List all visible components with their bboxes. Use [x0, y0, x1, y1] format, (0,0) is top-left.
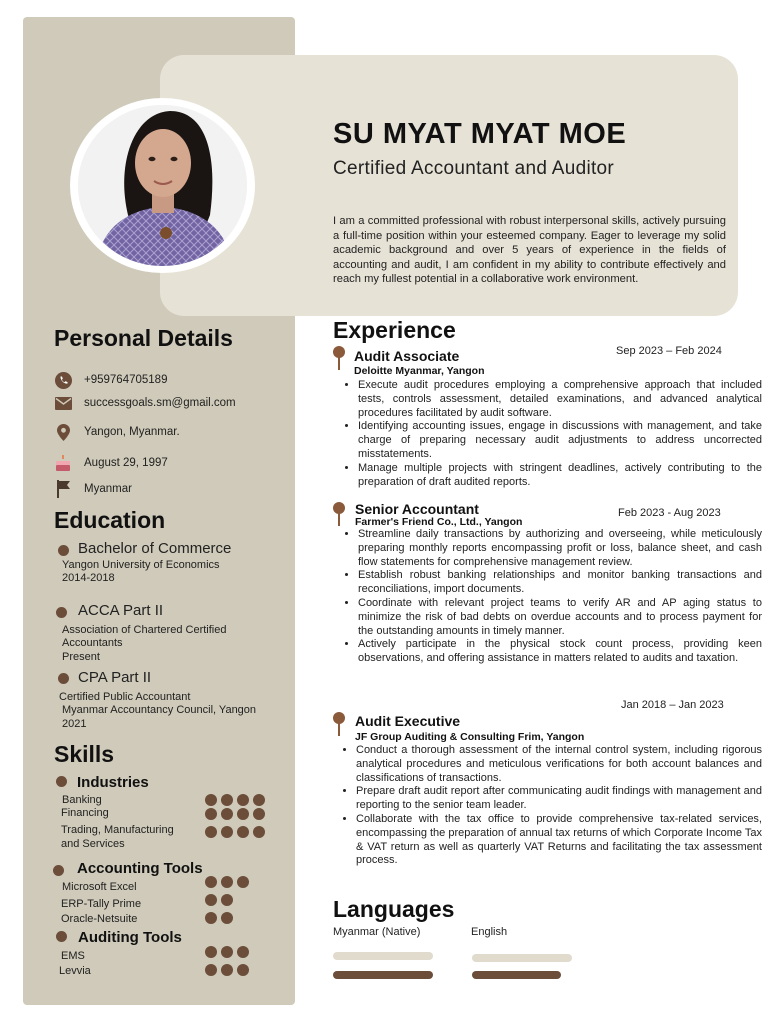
- language-bar-track: [472, 954, 572, 962]
- skill-group-title: Accounting Tools: [77, 860, 203, 877]
- skill-rating: [205, 794, 265, 806]
- job-title: Audit Associate: [354, 348, 460, 364]
- rating-dot: [221, 808, 233, 820]
- skill-item: Levvia: [59, 965, 91, 977]
- responsibility-item: • Collaborate with the tax office to provide comprehensive tax-related services, encompassing the preparation of annual tax returns of which Corporate Income Tax & VAT return as well as quarterly VAT Returns and facilitating the tax assessment process.: [356, 813, 762, 868]
- job-company: Deloitte Myanmar, Yangon: [354, 365, 485, 377]
- phone-row: [54, 371, 167, 389]
- timeline-stem: [338, 356, 340, 370]
- phone-icon: [54, 371, 72, 389]
- skill-item: Microsoft Excel: [62, 881, 137, 893]
- skill-rating: [205, 912, 233, 924]
- email-icon: [54, 394, 72, 412]
- education-title: Bachelor of Commerce: [78, 540, 232, 557]
- responsibility-item: • Actively participate in the physical stock count process, providing keen observations, and offering assistance in matters related to audits and taxation.: [358, 638, 762, 666]
- skill-rating: [205, 946, 249, 958]
- language-bar-track: [333, 952, 433, 960]
- skill-rating: [205, 894, 233, 906]
- skill-group-title: Auditing Tools: [78, 929, 182, 946]
- rating-dot: [205, 808, 217, 820]
- rating-dot: [237, 794, 249, 806]
- education-line: 2014-2018: [62, 572, 115, 584]
- job-dates: Feb 2023 - Aug 2023: [618, 507, 721, 519]
- experience-heading: Experience: [333, 317, 456, 343]
- nationality: Myanmar: [84, 483, 132, 495]
- timeline-stem: [338, 512, 340, 526]
- skill-item: Banking: [62, 794, 102, 806]
- birthday-row: [54, 454, 168, 472]
- skill-rating: [205, 964, 249, 976]
- responsibility-item: • Manage multiple projects with stringent deadlines, actively contributing to the preparation of draft audited reports.: [358, 462, 762, 490]
- rating-dot: [253, 808, 265, 820]
- education-line: Certified Public Accountant: [59, 691, 191, 703]
- candidate-title: Certified Accountant and Auditor: [333, 158, 615, 179]
- skill-rating: [205, 826, 265, 838]
- rating-dot: [221, 794, 233, 806]
- education-bullet: [58, 545, 69, 556]
- rating-dot: [237, 964, 249, 976]
- rating-dot: [205, 894, 217, 906]
- job-responsibilities: [336, 528, 762, 666]
- job-company: JF Group Auditing & Consulting Frim, Yangon: [355, 731, 585, 743]
- rating-dot: [221, 964, 233, 976]
- rating-dot: [205, 876, 217, 888]
- language-label: Myanmar (Native): [333, 926, 421, 938]
- education-bullet: [58, 673, 69, 684]
- job-responsibilities: [336, 379, 762, 489]
- skill-group-title: Industries: [77, 774, 149, 791]
- skill-rating: [205, 876, 249, 888]
- job-title: Senior Accountant: [355, 501, 479, 517]
- language-bar-fill: [333, 971, 433, 979]
- rating-dot: [237, 946, 249, 958]
- candidate-name: SU MYAT MYAT MOE: [333, 118, 627, 150]
- rating-dot: [237, 876, 249, 888]
- rating-dot: [253, 826, 265, 838]
- email-row: [54, 394, 236, 412]
- responsibility-item: • Identifying accounting issues, engage in discussions with management, and take charge of preparing necessary audit adjustments to address uncorrected misstatements.: [358, 420, 762, 461]
- responsibility-item: • Execute audit procedures employing a comprehensive approach that included tests, controls assessment, detailed examinations, and advanced analytical procedures facilitated by audit software.: [358, 379, 762, 420]
- nationality-row: [54, 480, 132, 498]
- responsibility-item: • Streamline daily transactions by authorizing and overseeing, while meticulously preparing monthly reports encompassing profit or loss, balance sheet, and cash flow statements for comprehensive management review.: [358, 528, 762, 569]
- responsibility-item: • Conduct a thorough assessment of the internal control system, including rigorous analytical procedures and meticulous verifications for both account balances and classifications of transactions.: [356, 744, 762, 785]
- rating-dot: [237, 808, 249, 820]
- phone-number: +959764705189: [84, 374, 168, 386]
- birthday-cake-icon: [54, 454, 72, 472]
- education-line: Accountants: [62, 637, 123, 649]
- skill-item: Financing: [61, 807, 109, 819]
- profile-summary: I am a committed professional with robust interpersonal skills, actively pursuing a full-time position within your esteemed company. Eager to leverage my solid academic background and over 5 years of experience in the fields of accounting and audit, I am confident in my ability to contribute effectively and reach my fullest potential in a collaborative work environment.: [333, 215, 726, 285]
- rating-dot: [221, 876, 233, 888]
- skill-item: Oracle-Netsuite: [61, 913, 138, 925]
- education-line: Yangon University of Economics: [62, 559, 220, 571]
- skill-group-bullet: [56, 931, 67, 942]
- responsibility-item: • Coordinate with relevant project teams to verify AR and AP aging status to minimize the risk of bad debts on overdue accounts and to process payment for the outstanding amounts in timely manner.: [358, 597, 762, 638]
- education-title: CPA Part II: [78, 669, 152, 686]
- skill-item: ERP-Tally Prime: [61, 898, 142, 910]
- email-address: successgoals.sm@gmail.com: [84, 397, 236, 409]
- rating-dot: [237, 826, 249, 838]
- skills-heading: Skills: [54, 741, 115, 767]
- education-line: 2021: [62, 718, 87, 730]
- skill-item: Trading, Manufacturing: [61, 824, 174, 836]
- rating-dot: [205, 826, 217, 838]
- language-bar-fill: [472, 971, 561, 979]
- rating-dot: [205, 964, 217, 976]
- job-title: Audit Executive: [355, 713, 461, 729]
- location-row: [54, 423, 180, 441]
- job-company: Farmer's Friend Co., Ltd., Yangon: [355, 516, 523, 528]
- flag-icon: [54, 480, 72, 498]
- job-dates: Sep 2023 – Feb 2024: [616, 345, 722, 357]
- education-heading: Education: [54, 507, 166, 533]
- location: Yangon, Myanmar.: [84, 426, 180, 438]
- rating-dot: [221, 894, 233, 906]
- skill-item: and Services: [61, 838, 125, 850]
- personal-details-heading: Personal Details: [54, 325, 233, 351]
- education-line: Myanmar Accountancy Council, Yangon: [62, 704, 257, 716]
- rating-dot: [221, 912, 233, 924]
- education-line: Association of Chartered Certified: [62, 624, 227, 636]
- education-bullet: [56, 607, 67, 618]
- job-responsibilities: [334, 744, 762, 868]
- rating-dot: [205, 794, 217, 806]
- timeline-stem: [338, 722, 340, 736]
- location-pin-icon: [54, 423, 72, 441]
- responsibility-item: • Prepare draft audit report after communicating audit findings with management and reporting to the senior team leader.: [356, 785, 762, 813]
- profile-photo: [78, 105, 247, 266]
- rating-dot: [205, 912, 217, 924]
- skill-rating: [205, 808, 265, 820]
- skill-group-bullet: [56, 776, 67, 787]
- rating-dot: [253, 794, 265, 806]
- language-label: English: [471, 926, 508, 938]
- skill-group-bullet: [53, 865, 64, 876]
- birth-date: August 29, 1997: [84, 457, 168, 469]
- skill-item: EMS: [61, 950, 85, 962]
- responsibility-item: • Establish robust banking relationships and monitor banking transactions and reconciliations, import documents.: [358, 569, 762, 597]
- job-dates: Jan 2018 – Jan 2023: [621, 699, 724, 711]
- education-line: Present: [62, 651, 100, 663]
- rating-dot: [221, 826, 233, 838]
- languages-heading: Languages: [333, 896, 455, 922]
- rating-dot: [221, 946, 233, 958]
- education-title: ACCA Part II: [78, 602, 164, 619]
- rating-dot: [205, 946, 217, 958]
